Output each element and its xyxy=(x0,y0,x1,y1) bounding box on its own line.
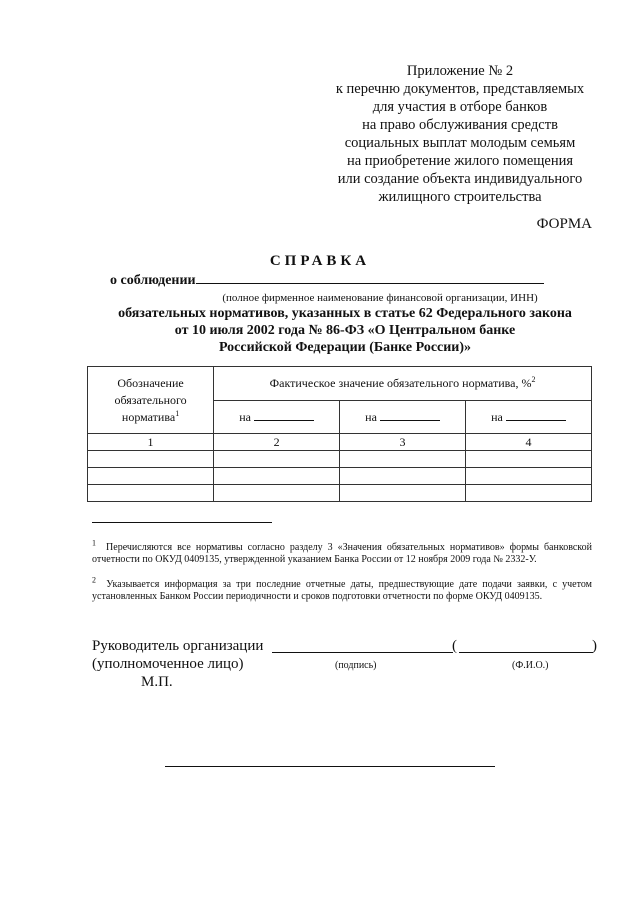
organization-blank xyxy=(196,270,544,284)
value-header-text: Фактическое значение обязательного норматива, % xyxy=(269,375,532,390)
appendix-line: социальных выплат молодым семьям xyxy=(344,135,576,151)
authorized-person-label: (уполномоченное лицо) xyxy=(92,656,244,672)
column-number: 3 xyxy=(340,434,466,451)
table-cell xyxy=(466,451,592,468)
name-caption: (Ф.И.О.) xyxy=(512,660,549,671)
designation-header xyxy=(88,367,214,434)
date-prefix: на xyxy=(239,409,251,424)
table-cell xyxy=(214,468,340,485)
name-blank xyxy=(459,652,593,653)
value-header xyxy=(214,367,592,401)
date-cell xyxy=(340,400,466,434)
footnote-text: Указывается информация за три последние отчетные даты, предшествующие дате подачи заявки, с учетом установленных Банком России периодичности и сроков подготовки отчетности по форме ОКУД 0409135. xyxy=(92,579,592,602)
footnote-2 xyxy=(92,575,592,603)
compliance-line xyxy=(110,270,544,289)
table-row xyxy=(88,485,592,502)
normative-table xyxy=(87,366,592,502)
bottom-rule xyxy=(165,766,495,767)
appendix-line: на приобретение жилого помещения xyxy=(346,153,574,169)
open-paren: ( xyxy=(452,638,457,654)
footnote-text: Перечисляются все нормативы согласно разделу 3 «Значения обязательных нормативов» формы банковской отчетности по ОКУД 0409135, утвержденной указанием Банка России от 12 ноября 2009 года № 2332-У. xyxy=(92,542,593,565)
appendix-line: на право обслуживания средств xyxy=(362,117,558,133)
column-number: 4 xyxy=(466,434,592,451)
organization-caption: (полное фирменное наименование финансовой организации, ИНН) xyxy=(222,292,538,304)
date-prefix: на xyxy=(491,409,503,424)
column-number: 2 xyxy=(214,434,340,451)
form-label: ФОРМА xyxy=(536,216,592,232)
table-cell xyxy=(340,468,466,485)
designation-header-line: Обозначение xyxy=(117,375,184,390)
appendix-line: Приложение № 2 xyxy=(406,63,514,79)
appendix-line: к перечню документов, представляемых xyxy=(335,81,585,97)
table-cell xyxy=(466,485,592,502)
table-cell xyxy=(214,485,340,502)
table-cell xyxy=(214,451,340,468)
table-cell xyxy=(88,468,214,485)
subject-text xyxy=(80,305,610,356)
appendix-header xyxy=(300,62,620,206)
column-number: 1 xyxy=(88,434,214,451)
subject-line: Российской Федерации (Банке России)» xyxy=(218,340,472,355)
appendix-line: жилищного строительства xyxy=(378,189,542,205)
table-cell xyxy=(88,485,214,502)
signature-blank xyxy=(272,652,453,653)
footnote-mark: 2 xyxy=(92,575,96,585)
stamp-label: М.П. xyxy=(141,674,173,690)
subject-line: обязательных нормативов, указанных в статье 62 Федерального закона xyxy=(118,306,572,321)
footnote-1 xyxy=(92,538,593,566)
footnote-mark: 1 xyxy=(92,538,96,548)
footnote-mark: 1 xyxy=(175,408,180,418)
table-cell xyxy=(340,485,466,502)
footnote-separator xyxy=(92,522,272,523)
table-cell xyxy=(88,451,214,468)
table-row xyxy=(88,468,592,485)
date-blank xyxy=(506,409,566,421)
date-cell xyxy=(466,400,592,434)
compliance-label: о соблюдении xyxy=(110,273,196,288)
date-prefix: на xyxy=(365,409,377,424)
date-blank xyxy=(380,409,440,421)
designation-header-line: обязательного xyxy=(114,392,187,407)
head-of-organization-label: Руководитель организации xyxy=(92,638,264,654)
table-cell xyxy=(340,451,466,468)
date-cell xyxy=(214,400,340,434)
close-paren: ) xyxy=(592,638,597,654)
table-cell xyxy=(466,468,592,485)
document-title: СПРАВКА xyxy=(269,253,371,269)
footnote-mark: 2 xyxy=(531,374,536,384)
subject-line: от 10 июля 2002 года № 86-ФЗ «О Центральном банке xyxy=(174,323,516,338)
appendix-line: или создание объекта индивидуального xyxy=(337,171,583,187)
date-blank xyxy=(254,409,314,421)
designation-header-line: норматива xyxy=(121,409,176,424)
signature-caption: (подпись) xyxy=(335,660,377,671)
appendix-line: для участия в отборе банков xyxy=(372,99,548,115)
table-row xyxy=(88,451,592,468)
